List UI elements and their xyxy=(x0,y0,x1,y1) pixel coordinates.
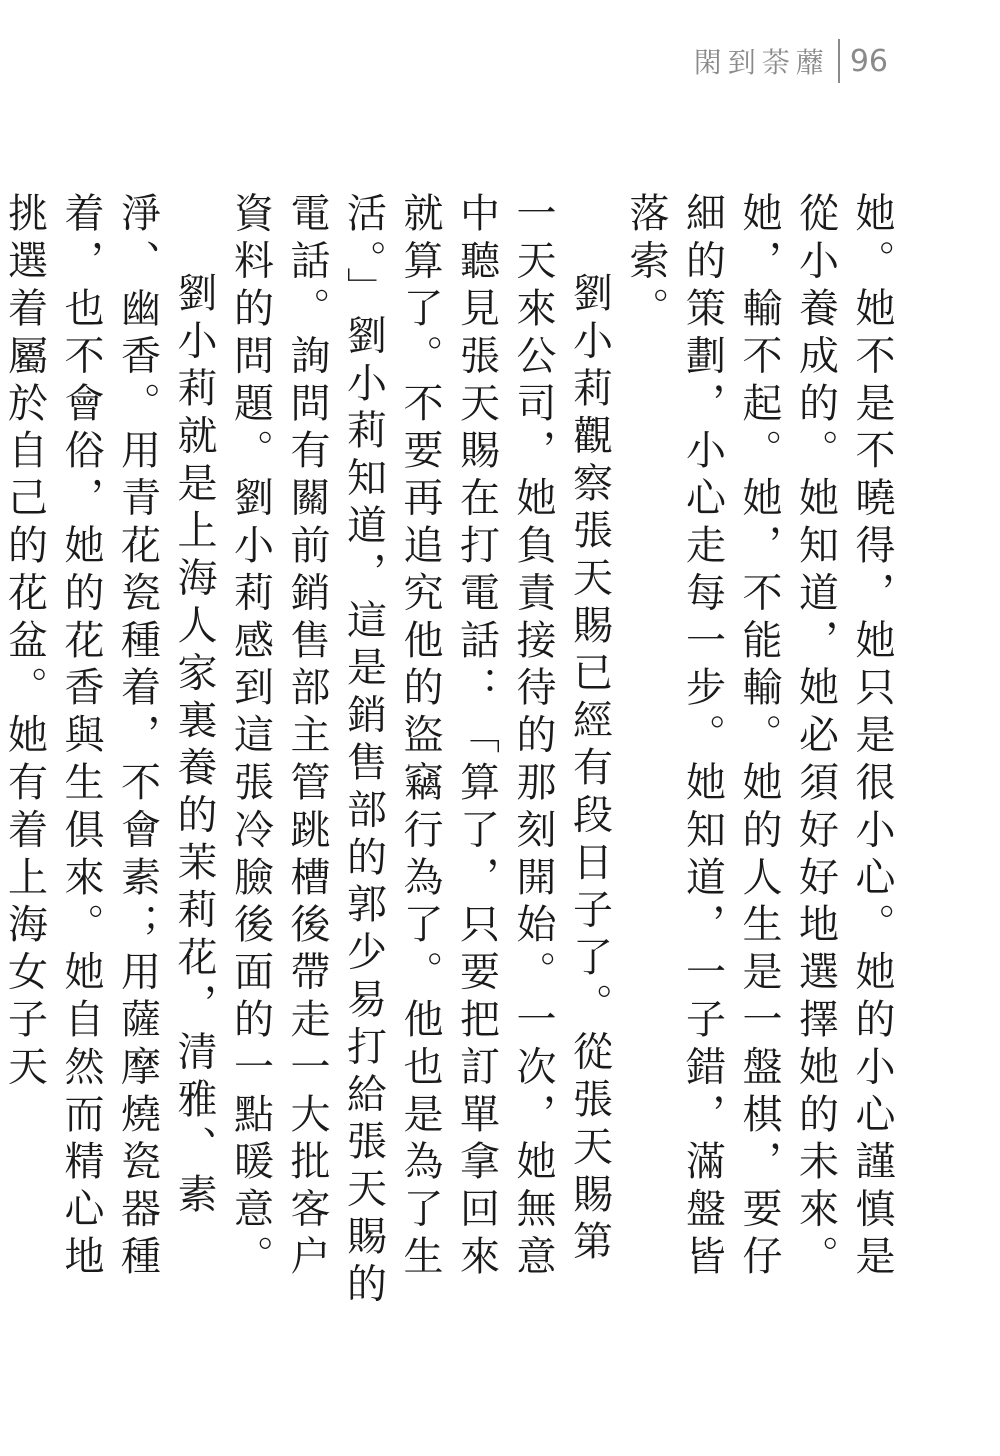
paragraph: 劉小莉就是上海人家裏養的茉莉花，清雅、素淨、幽香。用青花瓷種着，不會素；用薩摩燒瓷器種着，也不會俗，她的花香與生俱來。她自然而精心地挑選着屬於自己的花盆。她有着上海女子天 xyxy=(1,192,217,1283)
body-text xyxy=(0,192,900,1312)
book-title: 閑到荼蘼 xyxy=(693,46,830,79)
header-divider xyxy=(838,39,840,83)
page-number: 96 xyxy=(849,43,888,79)
page-header xyxy=(694,36,888,86)
paragraph-continued: 她。她不是不曉得，她只是很小心。她的小心謹慎是從小養成的。她知道，她必須好好地選擇她的未來。她，輸不起。她，不能輸。她的人生是一盤棋，要仔細的策劃，小心走每一步。她知道，一子錯，滿盤皆落索。 xyxy=(623,192,895,1283)
paragraph: 劉小莉觀察張天賜已經有段日子了。從張天賜第一天來公司，她負責接待的那刻開始。一次，她無意中聽見張天賜在打電話：「算了，只要把訂單拿回來就算了。不要再追究他的盜竊行為了。他也是為了生活。」劉小莉知道，這是銷售部的郭少易打給張天賜的電話。詢問有關前銷售部主管跳槽後帶走一大批客户資料的問題。劉小莉感到這張冷臉後面的一點暖意。 xyxy=(227,192,613,1310)
